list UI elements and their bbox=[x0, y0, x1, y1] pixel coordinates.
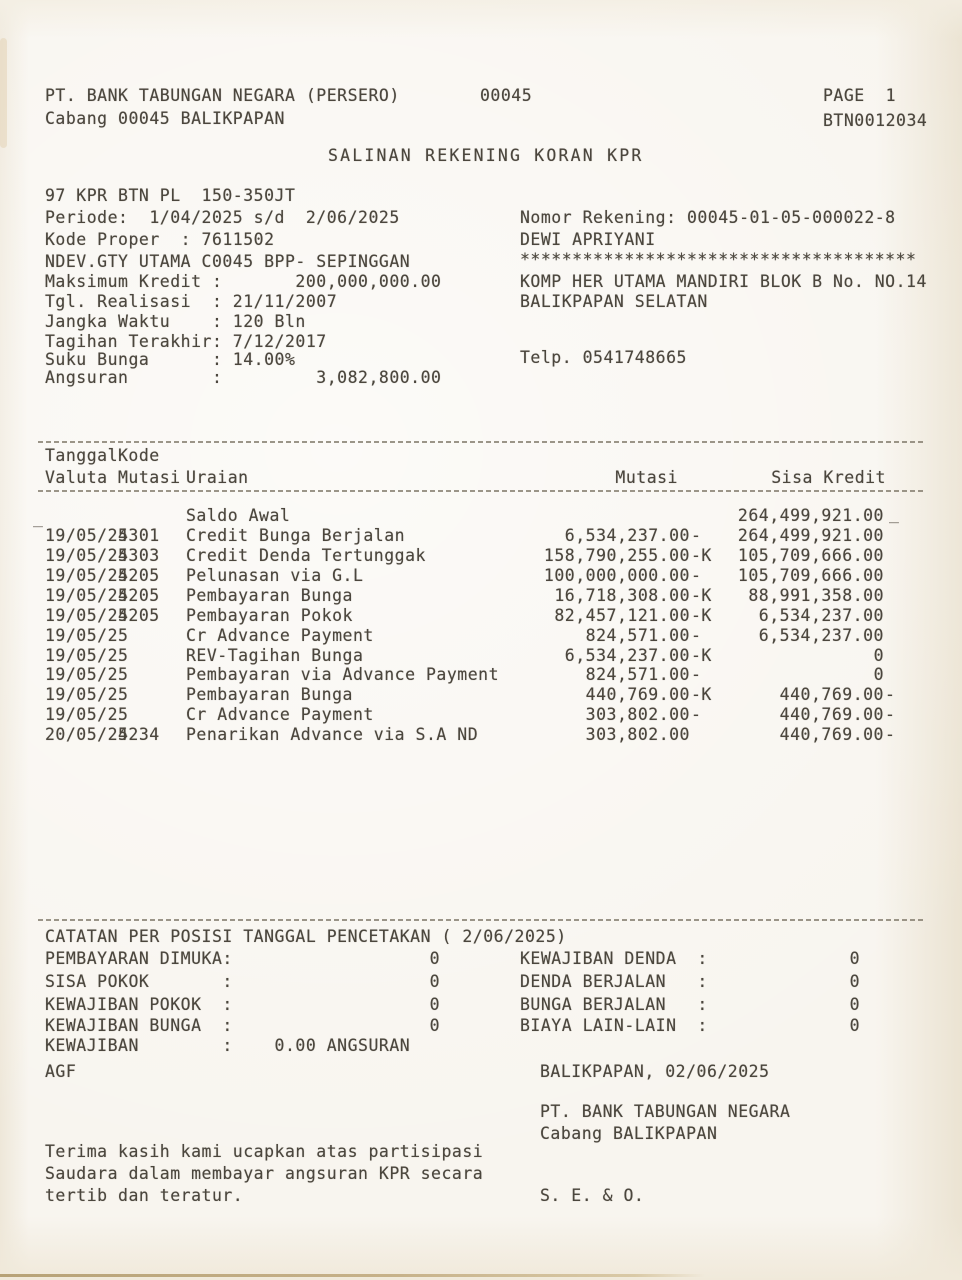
cell-mutasi: 100,000,000.00 bbox=[543, 566, 690, 585]
cell-kode: 4234 bbox=[118, 725, 160, 744]
cell-sisa: 440,769.00 bbox=[779, 705, 884, 724]
center-code: 00045 bbox=[480, 86, 533, 105]
cell-mutasi: 824,571.00 bbox=[585, 626, 690, 645]
cell-kode: 4205 bbox=[118, 566, 160, 585]
customer-city: BALIKPAPAN SELATAN bbox=[520, 292, 708, 311]
col-header-sisa-kredit: Sisa Kredit bbox=[771, 468, 886, 487]
branch-line: Cabang 00045 BALIKPAPAN bbox=[45, 109, 285, 128]
cell-sisa: 6,534,237.00 bbox=[758, 606, 884, 625]
table-row bbox=[0, 506, 962, 526]
customer-phone: Telp. 0541748665 bbox=[520, 348, 687, 367]
catatan-label-sisa-pokok: SISA POKOK : bbox=[45, 972, 233, 991]
customer-address: KOMP HER UTAMA MANDIRI BLOK B No. NO.14 bbox=[520, 272, 927, 291]
cell-kode: 4205 bbox=[118, 586, 160, 605]
customer-name: DEWI APRIYANI bbox=[520, 230, 656, 249]
col-header-mutasi-sub: Mutasi bbox=[118, 468, 181, 487]
cell-uraian: Pembayaran via Advance Payment bbox=[186, 665, 500, 684]
bank-name: PT. BANK TABUNGAN NEGARA (PERSERO) bbox=[45, 86, 400, 105]
cell-sisa: 264,499,921.00 bbox=[737, 506, 884, 525]
page-label: PAGE 1 bbox=[823, 86, 897, 105]
cell-sisa: 440,769.00 bbox=[779, 685, 884, 704]
cell-mutasi-suffix: -K bbox=[691, 586, 712, 605]
cell-mutasi: 16,718,308.00 bbox=[554, 586, 690, 605]
table-header-rule bbox=[38, 490, 924, 492]
table-row bbox=[0, 626, 962, 646]
cell-date: 19/05/25 bbox=[45, 526, 129, 545]
table-row bbox=[0, 646, 962, 666]
col-header-mutasi: Mutasi bbox=[615, 468, 678, 487]
cell-mutasi-suffix: - bbox=[691, 665, 702, 684]
loan-jangka-waktu: Jangka Waktu : 120 Bln bbox=[45, 312, 306, 331]
col-header-uraian: Uraian bbox=[186, 468, 249, 487]
loan-developer: NDEV.GTY UTAMA C0045 BPP- SEPINGGAN bbox=[45, 252, 411, 271]
table-row bbox=[0, 725, 962, 745]
cell-mutasi: 440,769.00 bbox=[585, 685, 690, 704]
left-margin-mark: _ bbox=[33, 508, 43, 527]
loan-periode-line: Periode: 1/04/2025 s/d 2/06/2025 bbox=[45, 208, 400, 227]
footer-seo: S. E. & O. bbox=[540, 1186, 645, 1205]
cell-uraian: Cr Advance Payment bbox=[186, 705, 374, 724]
loan-max-kredit: Maksimum Kredit : 200,000,000.00 bbox=[45, 272, 442, 291]
footer-code-agf: AGF bbox=[45, 1062, 77, 1081]
cell-mutasi: 303,802.00 bbox=[585, 705, 690, 724]
cell-uraian: Pembayaran Pokok bbox=[186, 606, 353, 625]
cell-uraian: Pembayaran Bunga bbox=[186, 685, 353, 704]
table-row bbox=[0, 566, 962, 586]
thanks-line-2: Saudara dalam membayar angsuran KPR secara bbox=[45, 1164, 484, 1183]
catatan-label-kewajiban-denda: KEWAJIBAN DENDA : bbox=[520, 949, 708, 968]
cell-uraian: Credit Denda Tertunggak bbox=[186, 546, 426, 565]
loan-kode-proper: Kode Proper : 7611502 bbox=[45, 230, 275, 249]
catatan-value-kewajiban-pokok: 0 bbox=[429, 995, 440, 1014]
cell-mutasi-suffix: -K bbox=[691, 646, 712, 665]
cell-sisa: 6,534,237.00 bbox=[758, 626, 884, 645]
cell-sisa-suffix: - bbox=[885, 705, 896, 724]
cell-mutasi: 158,790,255.00 bbox=[543, 546, 690, 565]
scan-bottom-edge bbox=[0, 1274, 705, 1277]
account-number: Nomor Rekening: 00045-01-05-000022-8 bbox=[520, 208, 896, 227]
table-row bbox=[0, 586, 962, 606]
catatan-top-rule bbox=[38, 919, 924, 921]
cell-kode: 4303 bbox=[118, 546, 160, 565]
loan-suku-bunga: Suku Bunga : 14.00% bbox=[45, 350, 296, 369]
cell-mutasi-suffix: -K bbox=[691, 685, 712, 704]
cell-sisa: 0 bbox=[873, 646, 884, 665]
cell-date: 19/05/25 bbox=[45, 586, 129, 605]
footer-city-date: BALIKPAPAN, 02/06/2025 bbox=[540, 1062, 770, 1081]
scan-smudge bbox=[0, 38, 7, 148]
cell-kode: 4301 bbox=[118, 526, 160, 545]
catatan-kewajiban-angsuran: KEWAJIBAN : 0.00 ANGSURAN bbox=[45, 1036, 411, 1055]
cell-date: 19/05/25 bbox=[45, 665, 129, 684]
catatan-value-sisa-pokok: 0 bbox=[429, 972, 440, 991]
cell-mutasi-suffix: -K bbox=[691, 546, 712, 565]
cell-uraian: Saldo Awal bbox=[186, 506, 291, 525]
cell-sisa: 105,709,666.00 bbox=[737, 566, 884, 585]
cell-mutasi: 303,802.00 bbox=[585, 725, 690, 744]
catatan-label-bunga-berjalan: BUNGA BERJALAN : bbox=[520, 995, 708, 1014]
cell-mutasi: 6,534,237.00 bbox=[564, 526, 690, 545]
cell-uraian: Penarikan Advance via S.A ND bbox=[186, 725, 479, 744]
table-row bbox=[0, 665, 962, 685]
cell-sisa: 88,991,358.00 bbox=[748, 586, 884, 605]
cell-mutasi-suffix: - bbox=[691, 626, 702, 645]
table-row bbox=[0, 606, 962, 626]
cell-mutasi-suffix: - bbox=[691, 705, 702, 724]
right-margin-mark: _ bbox=[889, 504, 899, 523]
table-row bbox=[0, 546, 962, 566]
cell-date: 19/05/25 bbox=[45, 626, 129, 645]
doc-code: BTN0012034 bbox=[823, 111, 928, 130]
cell-date: 20/05/25 bbox=[45, 725, 129, 744]
catatan-value-bunga-berjalan: 0 bbox=[849, 995, 860, 1014]
col-header-kode: Kode bbox=[118, 446, 160, 465]
cell-sisa-suffix: - bbox=[885, 685, 896, 704]
table-row bbox=[0, 526, 962, 546]
loan-product-line: 97 KPR BTN PL 150-350JT bbox=[45, 186, 296, 205]
cell-mutasi-suffix: - bbox=[691, 566, 702, 585]
thanks-line-3: tertib dan teratur. bbox=[45, 1186, 244, 1205]
cell-uraian: Credit Bunga Berjalan bbox=[186, 526, 406, 545]
cell-mutasi-suffix: - bbox=[691, 526, 702, 545]
cell-mutasi: 824,571.00 bbox=[585, 665, 690, 684]
catatan-value-pembayaran-dimuka: 0 bbox=[429, 949, 440, 968]
table-row bbox=[0, 685, 962, 705]
table-row bbox=[0, 705, 962, 725]
cell-uraian: Cr Advance Payment bbox=[186, 626, 374, 645]
footer-branch: Cabang BALIKPAPAN bbox=[540, 1124, 718, 1143]
loan-tgl-realisasi: Tgl. Realisasi : 21/11/2007 bbox=[45, 292, 338, 311]
catatan-label-kewajiban-pokok: KEWAJIBAN POKOK : bbox=[45, 995, 233, 1014]
catatan-value-kewajiban-denda: 0 bbox=[849, 949, 860, 968]
cell-sisa: 105,709,666.00 bbox=[737, 546, 884, 565]
table-top-rule bbox=[38, 441, 924, 443]
loan-tagihan: Tagihan Terakhir: 7/12/2017 bbox=[45, 332, 327, 351]
thanks-line-1: Terima kasih kami ucapkan atas partisipasi bbox=[45, 1142, 484, 1161]
document-title: SALINAN REKENING KORAN KPR bbox=[328, 146, 644, 165]
asterisk-row: ************************************** bbox=[520, 250, 917, 269]
catatan-label-biaya-lain: BIAYA LAIN-LAIN : bbox=[520, 1016, 708, 1035]
catatan-value-denda-berjalan: 0 bbox=[849, 972, 860, 991]
cell-date: 19/05/25 bbox=[45, 685, 129, 704]
cell-sisa: 0 bbox=[873, 665, 884, 684]
cell-sisa: 440,769.00 bbox=[779, 725, 884, 744]
catatan-value-kewajiban-bunga: 0 bbox=[429, 1016, 440, 1035]
cell-sisa: 264,499,921.00 bbox=[737, 526, 884, 545]
catatan-value-biaya-lain: 0 bbox=[849, 1016, 860, 1035]
cell-kode: 4205 bbox=[118, 606, 160, 625]
col-header-valuta: Valuta bbox=[45, 468, 108, 487]
cell-uraian: Pelunasan via G.L bbox=[186, 566, 364, 585]
catatan-label-denda-berjalan: DENDA BERJALAN : bbox=[520, 972, 708, 991]
catatan-label-pembayaran-dimuka: PEMBAYARAN DIMUKA: bbox=[45, 949, 233, 968]
footer-bank-name: PT. BANK TABUNGAN NEGARA bbox=[540, 1102, 791, 1121]
cell-mutasi: 6,534,237.00 bbox=[564, 646, 690, 665]
cell-mutasi-suffix: -K bbox=[691, 606, 712, 625]
cell-date: 19/05/25 bbox=[45, 546, 129, 565]
cell-mutasi: 82,457,121.00 bbox=[554, 606, 690, 625]
cell-date: 19/05/25 bbox=[45, 705, 129, 724]
cell-date: 19/05/25 bbox=[45, 646, 129, 665]
loan-angsuran: Angsuran : 3,082,800.00 bbox=[45, 368, 442, 387]
cell-uraian: REV-Tagihan Bunga bbox=[186, 646, 364, 665]
catatan-title: CATATAN PER POSISI TANGGAL PENCETAKAN ( 2/06/2025) bbox=[45, 927, 567, 946]
cell-date: 19/05/25 bbox=[45, 566, 129, 585]
cell-date: 19/05/25 bbox=[45, 606, 129, 625]
col-header-tanggal: Tanggal bbox=[45, 446, 119, 465]
cell-sisa-suffix: - bbox=[885, 725, 896, 744]
cell-uraian: Pembayaran Bunga bbox=[186, 586, 353, 605]
catatan-label-kewajiban-bunga: KEWAJIBAN BUNGA : bbox=[45, 1016, 233, 1035]
